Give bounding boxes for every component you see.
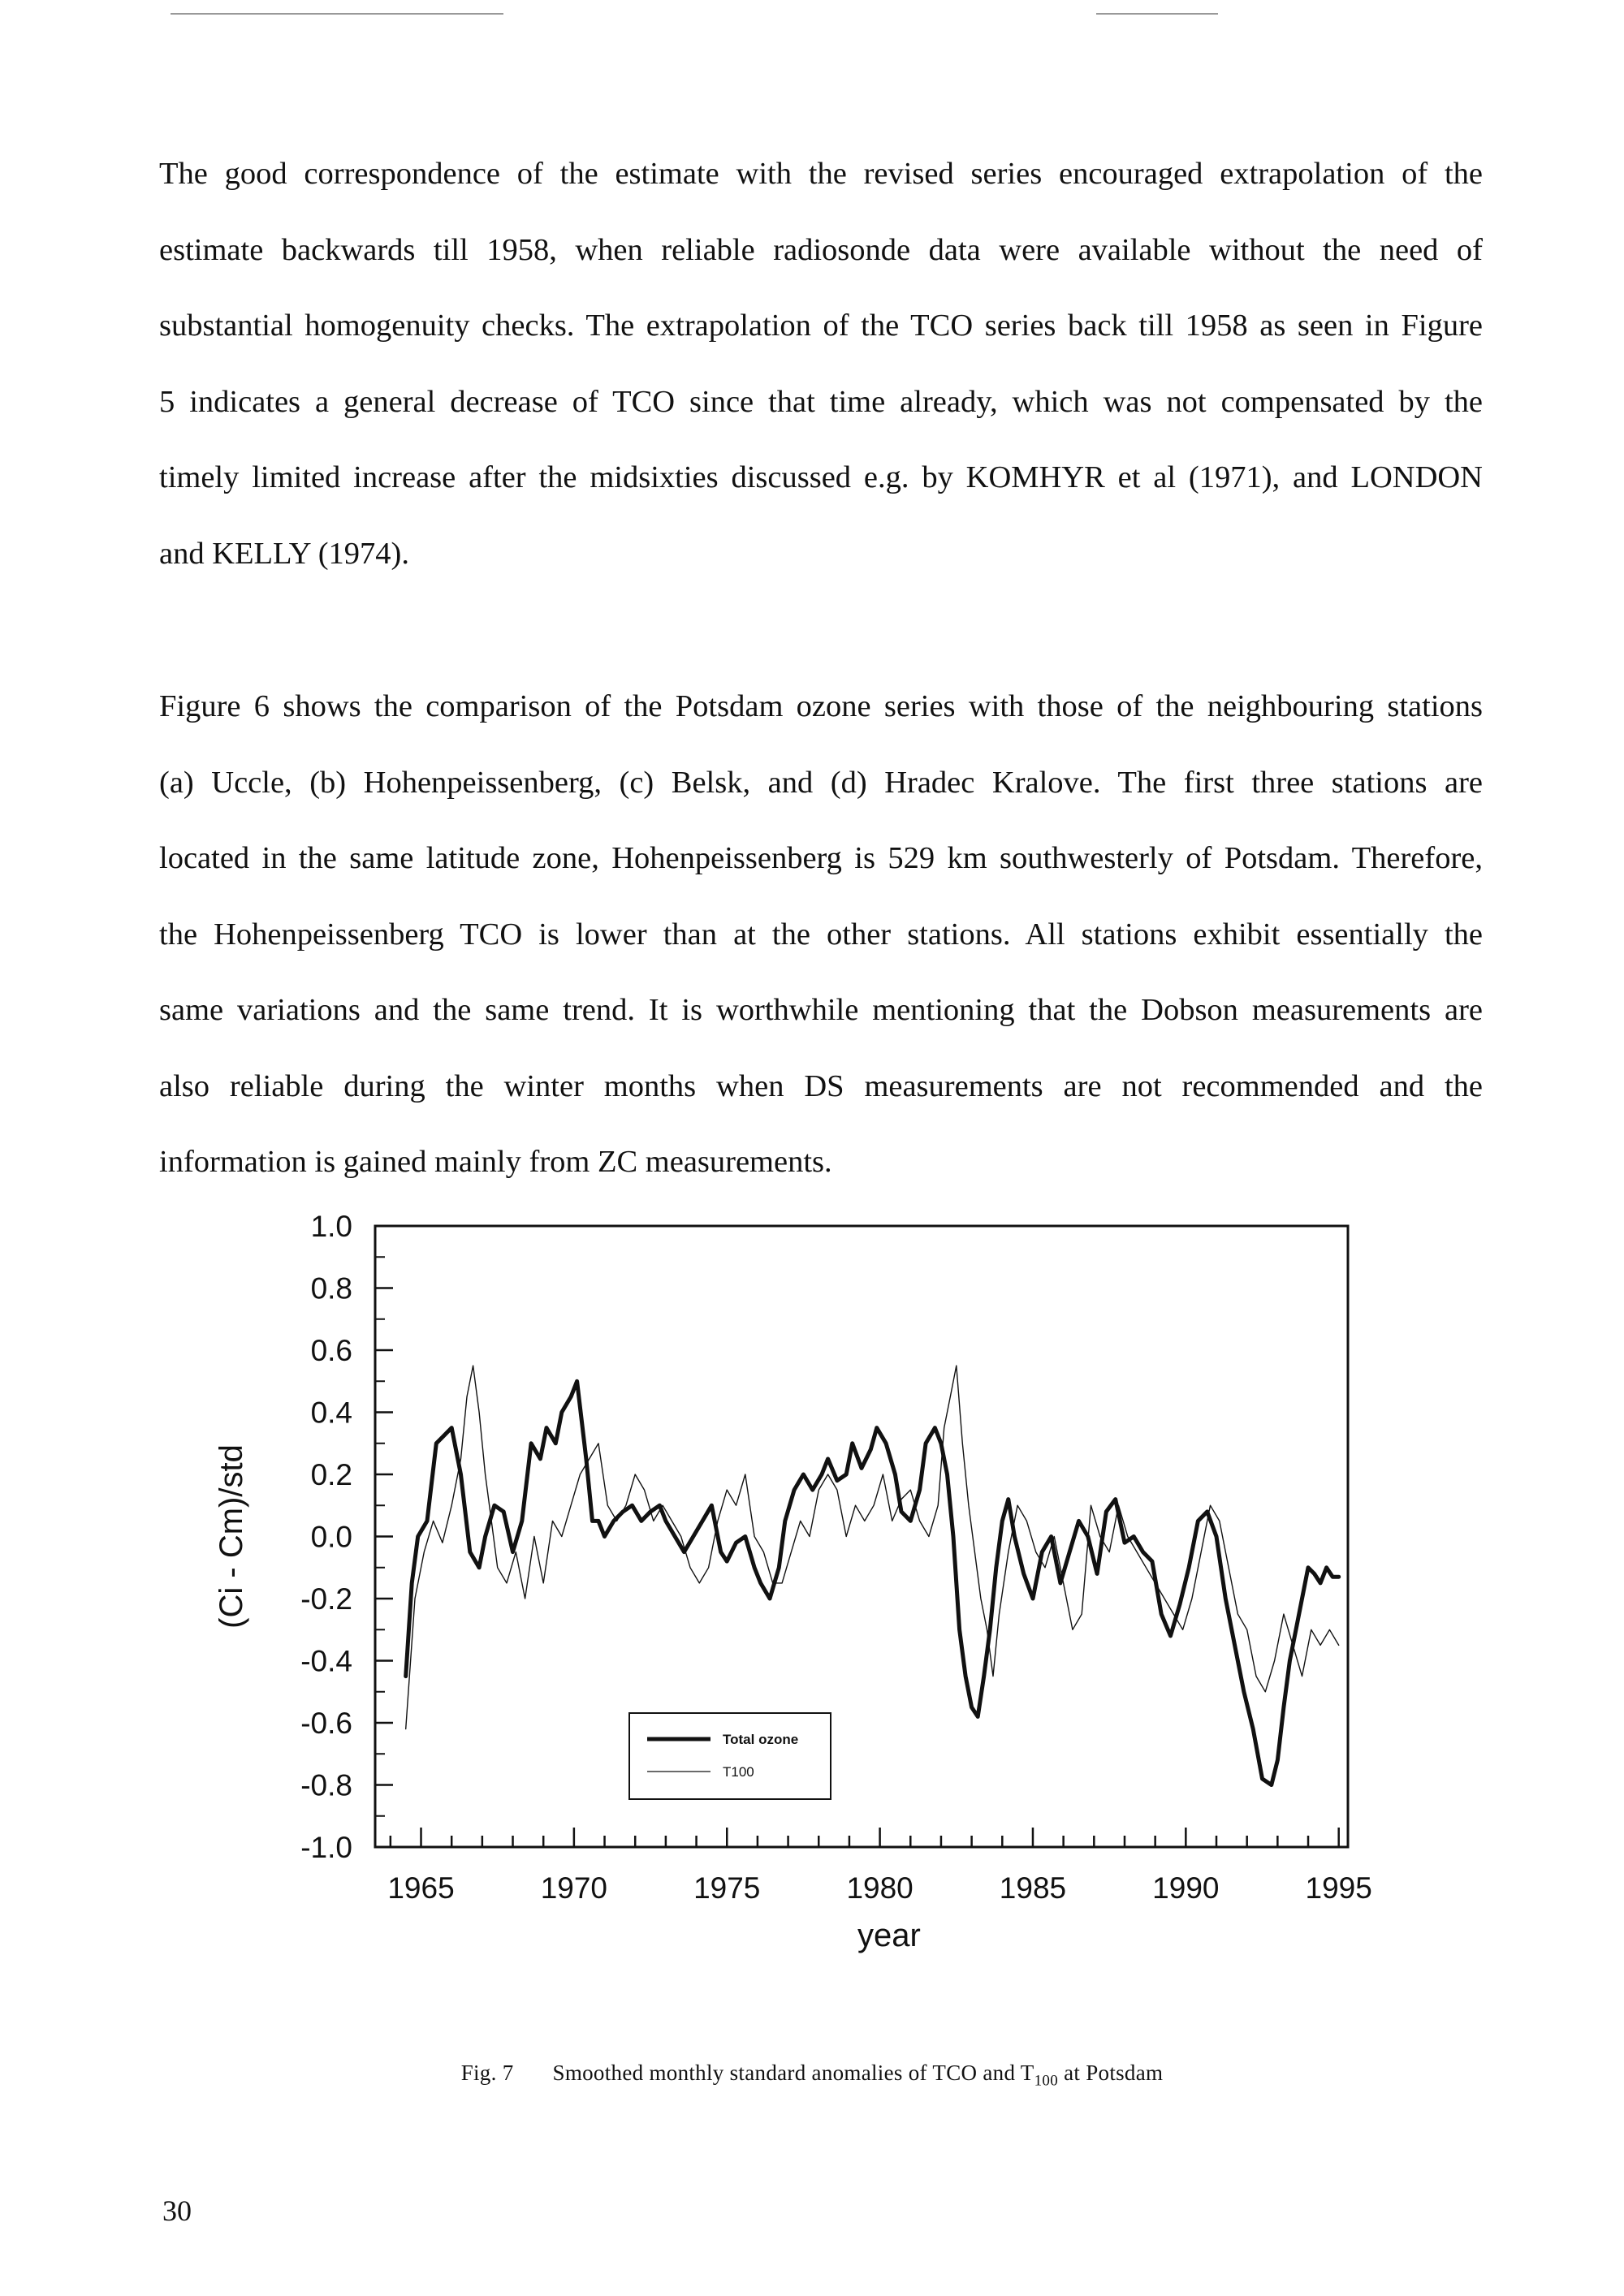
y-tick-label: -0.6	[300, 1707, 352, 1740]
chart-axes	[375, 1226, 1348, 1847]
text-line: 5 indicates a general decrease of TCO since that time already, which was not compensated by the	[159, 384, 1483, 419]
paragraph-2	[159, 669, 1483, 1201]
y-tick-label: 0.2	[310, 1458, 352, 1491]
text-line: and KELLY (1974).	[159, 536, 409, 571]
series-line-t100	[406, 1366, 1339, 1729]
scan-top-rule-left	[171, 13, 503, 15]
y-tick-label: -0.2	[300, 1582, 352, 1616]
text-line: estimate backwards till 1958, when reliable radiosonde data were available without the need of	[159, 232, 1483, 267]
x-tick-label: 1985	[999, 1871, 1067, 1905]
y-tick-label: 0.4	[310, 1396, 352, 1430]
x-axis-label: year	[857, 1918, 921, 1953]
figure-caption	[0, 2061, 1624, 2090]
x-tick-label: 1975	[693, 1871, 761, 1905]
y-axis-label: (Ci - Cm)/std	[214, 1444, 249, 1629]
text-line: also reliable during the winter months when DS measurements are not recommended and the	[159, 1068, 1483, 1103]
caption-subscript: 100	[1034, 2072, 1059, 2090]
chart-series	[406, 1366, 1339, 1785]
y-tick-labels	[300, 1210, 352, 1864]
y-tick-label: -0.4	[300, 1644, 352, 1678]
y-tick-label: -1.0	[300, 1831, 352, 1864]
series-line-total-ozone	[406, 1381, 1339, 1785]
text-line: (a) Uccle, (b) Hohenpeissenberg, (c) Belsk, and (d) Hradec Kralove. The first three stations are	[159, 765, 1483, 800]
caption-text: Smoothed monthly standard anomalies of TCO and T	[552, 2061, 1034, 2085]
text-line: substantial homogenuity checks. The extrapolation of the TCO series back till 1958 as seen in Figure	[159, 309, 1483, 343]
text-line: Figure 6 shows the comparison of the Potsdam ozone series with those of the neighbouring stations	[159, 689, 1483, 723]
x-tick-label: 1995	[1305, 1871, 1372, 1905]
caption-text-after: at Potsdam	[1058, 2061, 1164, 2085]
x-tick-label: 1965	[387, 1871, 455, 1905]
y-tick-label: 0.0	[310, 1520, 352, 1554]
text-line: timely limited increase after the midsixties discussed e.g. by KOMHYR et al (1971), and LONDON	[159, 460, 1483, 494]
scan-top-rule-right	[1096, 13, 1218, 15]
x-tick-labels	[387, 1871, 1372, 1905]
legend-box	[629, 1713, 831, 1799]
legend-label-t100: T100	[723, 1764, 754, 1780]
text-line: same variations and the same trend. It is worthwhile mentioning that the Dobson measurements are	[159, 993, 1483, 1027]
x-tick-label: 1970	[540, 1871, 608, 1905]
legend-label-total-ozone: Total ozone	[723, 1732, 799, 1747]
ozone-anomaly-chart	[162, 1185, 1429, 1973]
x-tick-label: 1980	[846, 1871, 914, 1905]
y-tick-label: 0.6	[310, 1334, 352, 1367]
y-tick-label: 0.8	[310, 1271, 352, 1306]
text-line: located in the same latitude zone, Hohenpeissenberg is 529 km southwesterly of Potsdam. Therefore,	[159, 841, 1483, 875]
y-tick-label: 1.0	[310, 1210, 352, 1243]
x-tick-label: 1990	[1152, 1871, 1220, 1905]
y-tick-label: -0.8	[300, 1768, 352, 1802]
chart-legend	[629, 1713, 831, 1799]
page-number: 30	[162, 2195, 192, 2227]
text-line: The good correspondence of the estimate with the revised series encouraged extrapolation of the	[159, 157, 1483, 191]
plot-frame	[375, 1226, 1348, 1847]
paragraph-1	[159, 136, 1483, 592]
caption-label: Fig. 7	[460, 2061, 514, 2085]
text-line: the Hohenpeissenberg TCO is lower than at the other stations. All stations exhibit essentially the	[159, 917, 1483, 952]
text-line: information is gained mainly from ZC measurements.	[159, 1145, 832, 1179]
